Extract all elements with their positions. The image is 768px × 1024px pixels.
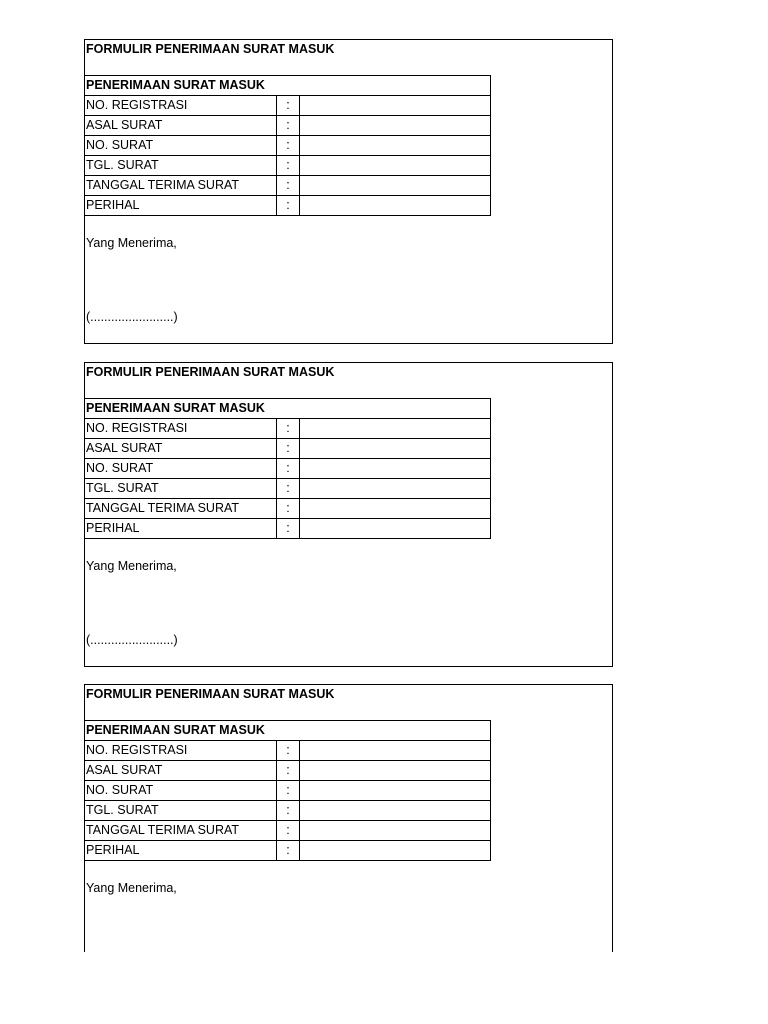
field-value[interactable]: [300, 761, 491, 781]
field-value[interactable]: [300, 499, 491, 519]
field-separator: :: [277, 136, 300, 156]
field-value[interactable]: [300, 96, 491, 116]
table-row: [85, 156, 491, 176]
field-value[interactable]: [300, 176, 491, 196]
table-row: [85, 96, 491, 116]
table-header-row: [85, 399, 491, 419]
field-label: NO. SURAT: [85, 781, 277, 801]
field-label: NO. SURAT: [85, 136, 277, 156]
field-value[interactable]: [300, 459, 491, 479]
field-separator: :: [277, 96, 300, 116]
field-separator: :: [277, 479, 300, 499]
table-row: [85, 801, 491, 821]
table-row: [85, 761, 491, 781]
receipt-form-1: [84, 39, 613, 344]
field-label: TGL. SURAT: [85, 156, 277, 176]
field-label: TANGGAL TERIMA SURAT: [85, 821, 277, 841]
field-label: ASAL SURAT: [85, 761, 277, 781]
field-separator: :: [277, 156, 300, 176]
section-header: PENERIMAAN SURAT MASUK: [85, 721, 491, 741]
receipt-table: [84, 720, 491, 861]
form-title: FORMULIR PENERIMAAN SURAT MASUK: [86, 42, 335, 56]
field-label: TGL. SURAT: [85, 801, 277, 821]
field-value[interactable]: [300, 439, 491, 459]
field-label: TGL. SURAT: [85, 479, 277, 499]
table-row: [85, 499, 491, 519]
field-value[interactable]: [300, 136, 491, 156]
field-value[interactable]: [300, 741, 491, 761]
field-separator: :: [277, 741, 300, 761]
field-label: PERIHAL: [85, 841, 277, 861]
form-title: FORMULIR PENERIMAAN SURAT MASUK: [86, 365, 335, 379]
field-label: PERIHAL: [85, 196, 277, 216]
form-title: FORMULIR PENERIMAAN SURAT MASUK: [86, 687, 335, 701]
field-label: ASAL SURAT: [85, 439, 277, 459]
field-label: NO. REGISTRASI: [85, 96, 277, 116]
field-value[interactable]: [300, 156, 491, 176]
field-separator: :: [277, 176, 300, 196]
field-label: TANGGAL TERIMA SURAT: [85, 499, 277, 519]
field-value[interactable]: [300, 196, 491, 216]
field-separator: :: [277, 499, 300, 519]
table-row: [85, 439, 491, 459]
section-header: PENERIMAAN SURAT MASUK: [85, 76, 491, 96]
field-separator: :: [277, 419, 300, 439]
table-row: [85, 419, 491, 439]
field-value[interactable]: [300, 781, 491, 801]
signer-label: Yang Menerima,: [86, 236, 177, 250]
table-row: [85, 196, 491, 216]
field-value[interactable]: [300, 479, 491, 499]
field-label: ASAL SURAT: [85, 116, 277, 136]
table-row: [85, 781, 491, 801]
field-label: NO. REGISTRASI: [85, 741, 277, 761]
field-value[interactable]: [300, 116, 491, 136]
field-label: TANGGAL TERIMA SURAT: [85, 176, 277, 196]
table-row: [85, 176, 491, 196]
signer-label: Yang Menerima,: [86, 881, 177, 895]
field-separator: :: [277, 116, 300, 136]
table-header-row: [85, 76, 491, 96]
field-value[interactable]: [300, 519, 491, 539]
field-value[interactable]: [300, 821, 491, 841]
table-row: [85, 136, 491, 156]
field-separator: :: [277, 821, 300, 841]
signature-line: (........................): [86, 633, 178, 647]
field-separator: :: [277, 761, 300, 781]
receipt-table: [84, 398, 491, 539]
table-row: [85, 741, 491, 761]
field-separator: :: [277, 801, 300, 821]
field-value[interactable]: [300, 801, 491, 821]
field-label: NO. SURAT: [85, 459, 277, 479]
field-separator: :: [277, 196, 300, 216]
receipt-form-3: [84, 684, 613, 952]
field-label: NO. REGISTRASI: [85, 419, 277, 439]
field-separator: :: [277, 781, 300, 801]
table-header-row: [85, 721, 491, 741]
receipt-table: [84, 75, 491, 216]
signature-line: (........................): [86, 310, 178, 324]
table-row: [85, 479, 491, 499]
field-separator: :: [277, 439, 300, 459]
field-label: PERIHAL: [85, 519, 277, 539]
field-value[interactable]: [300, 419, 491, 439]
table-row: [85, 821, 491, 841]
field-separator: :: [277, 841, 300, 861]
table-row: [85, 841, 491, 861]
section-header: PENERIMAAN SURAT MASUK: [85, 399, 491, 419]
field-separator: :: [277, 519, 300, 539]
receipt-form-2: [84, 362, 613, 667]
table-row: [85, 519, 491, 539]
field-value[interactable]: [300, 841, 491, 861]
table-row: [85, 459, 491, 479]
signer-label: Yang Menerima,: [86, 559, 177, 573]
field-separator: :: [277, 459, 300, 479]
table-row: [85, 116, 491, 136]
